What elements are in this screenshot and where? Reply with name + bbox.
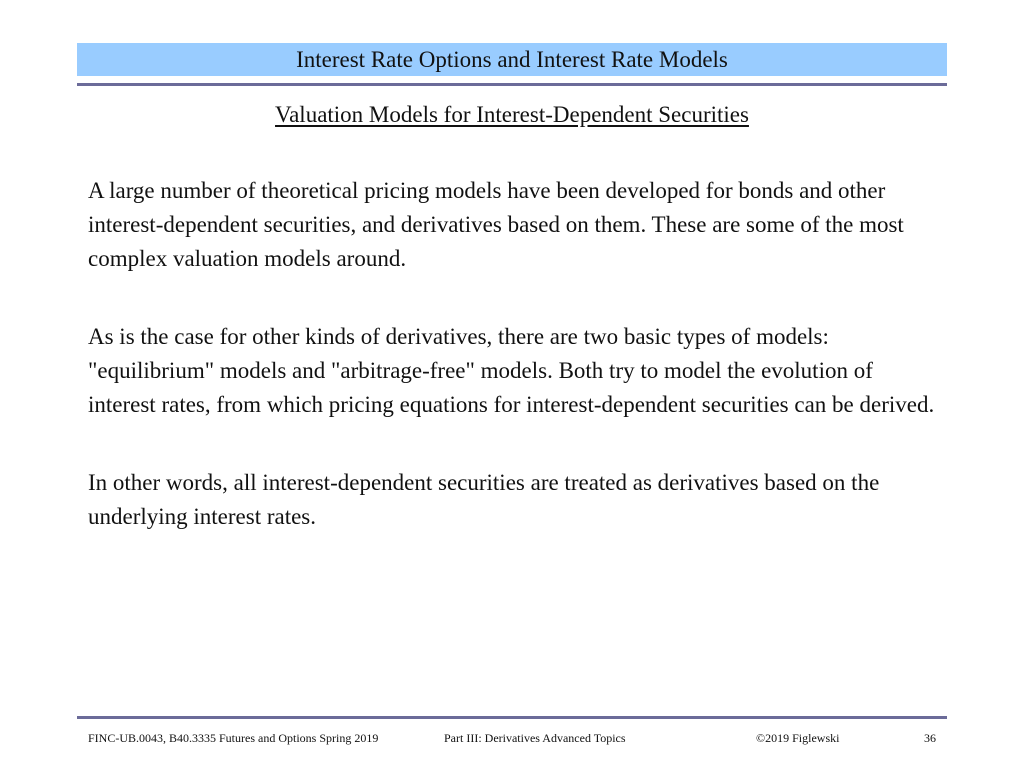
footer-part: Part III: Derivatives Advanced Topics bbox=[444, 731, 626, 745]
slide-subtitle: Valuation Models for Interest-Dependent Securities bbox=[275, 102, 749, 127]
footer-divider bbox=[77, 716, 947, 719]
footer-course: FINC-UB.0043, B40.3335 Futures and Options Spring 2019 bbox=[88, 731, 379, 745]
title-divider bbox=[77, 83, 947, 86]
slide-body bbox=[88, 174, 938, 578]
page-number: 36 bbox=[924, 731, 936, 745]
slide-title-bar bbox=[77, 43, 947, 76]
slide-title: Interest Rate Options and Interest Rate Models bbox=[296, 46, 728, 72]
body-paragraph: A large number of theoretical pricing models have been developed for bonds and other interest-dependent securities, and derivatives based on them. These are some of the most complex valuation models around. bbox=[88, 178, 904, 271]
body-paragraph: As is the case for other kinds of derivatives, there are two basic types of models: "equilibrium" models and "arbitrage-free" models. Both try to model the evolution of interest rates, from which pricing equations for interest-dependent securities can be derived. bbox=[88, 324, 935, 417]
body-paragraph: In other words, all interest-dependent securities are treated as derivatives based on the underlying interest rates. bbox=[88, 470, 880, 529]
footer-copyright: ©2019 Figlewski bbox=[756, 731, 840, 745]
